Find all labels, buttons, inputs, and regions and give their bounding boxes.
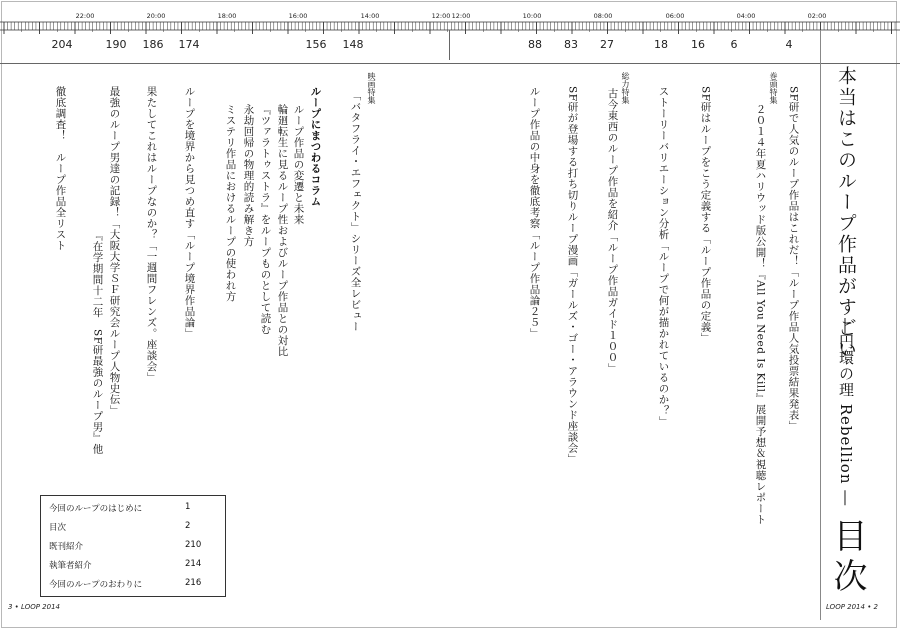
toc-entry: SF研で人気のループ作品はこれだ！「ループ作品人気投票結果発表」: [787, 86, 800, 432]
ruler-time: 20:00: [146, 12, 166, 20]
toc-entry: ループを境界から見つめ直す「ループ境界作品論」: [183, 86, 196, 339]
misc-page: 1: [185, 502, 191, 512]
misc-label: 今回のループのはじめに: [49, 504, 143, 514]
toc-entry: 果たしてこれはループなのか？「一週間フレンズ。座談会」: [145, 86, 158, 383]
folio-right: LOOP 2014 • 2: [826, 603, 878, 611]
misc-page: 2: [185, 521, 191, 531]
toc-entry: ストーリーバリエーション分析「ループで何が描かれているのか？」: [657, 86, 670, 427]
ruler-time: 12:00: [431, 12, 451, 20]
column-item: 『ツァラトゥストラ』をループものとして読む: [259, 104, 272, 335]
misc-label: 目次: [49, 523, 67, 533]
section-heading: 巻頭特集: [769, 72, 778, 104]
section-heading: 総力特集: [621, 72, 630, 104]
title-column-rule: [820, 30, 821, 620]
ruler-ticks: [0, 0, 900, 64]
toc-entry: 古今東西のループ作品を紹介「ループ作品ガイド１００」: [606, 88, 619, 374]
misc-page: 214: [185, 559, 202, 569]
ruler-time: 04:00: [736, 12, 756, 20]
ruler-baseline: [0, 63, 900, 64]
ruler-page-number: 186: [142, 38, 164, 51]
misc-label: 今回のループのおわりに: [49, 580, 143, 590]
misc-page: 210: [185, 540, 202, 550]
ruler-time: 22:00: [75, 12, 95, 20]
toc-entry: 徹底調査！ ループ作品全リスト: [54, 86, 67, 251]
ruler-page-number: 204: [51, 38, 73, 51]
ruler-page-number: 174: [178, 38, 200, 51]
column-item: 永劫回帰の物理的読み解き方: [242, 104, 255, 247]
section-heading: 映画特集: [367, 72, 376, 104]
ruler-page-number: 16: [691, 38, 705, 51]
toc-entry: ループ作品の中身を徹底考察「ループ作品論２５」: [528, 86, 541, 339]
ruler-time: 02:00: [807, 12, 827, 20]
ruler-page-number: 6: [730, 38, 738, 51]
page-title: 本当はこのループ作品がすごい: [835, 66, 857, 360]
ruler-time: 06:00: [665, 12, 685, 20]
column-item: ミステリ作品におけるループの使われ方: [224, 104, 237, 302]
toc-entry: SF研が登場する打ち切りループ漫画「ガールズ・ゴー・アラウンド座談会」: [566, 86, 579, 465]
ruler-time: 16:00: [288, 12, 308, 20]
toc-entry: 『在学期間十二年 SF研最強のループ男』他: [91, 230, 104, 455]
misc-label: 既刊紹介: [49, 542, 84, 552]
misc-label: 執筆者紹介: [49, 561, 92, 571]
ruler-page-number: 156: [305, 38, 327, 51]
misc-contents-box: [40, 495, 226, 597]
misc-page: 216: [185, 578, 202, 588]
ruler-time: 08:00: [593, 12, 613, 20]
center-fold-rule: [449, 30, 450, 60]
column-item: ループ作品の変遷と未来: [292, 104, 305, 225]
ruler-time: 14:00: [360, 12, 380, 20]
toc-label: 目次: [827, 518, 867, 598]
timeline-ruler: [0, 0, 900, 64]
ruler-page-number: 190: [105, 38, 127, 51]
page-subtitle: ―円環の理 Rebellion ―: [837, 318, 855, 507]
column-title: ループにまつわるコラム: [309, 86, 322, 207]
ruler-page-number: 83: [564, 38, 578, 51]
ruler-time: 12:00: [451, 12, 471, 20]
ruler-page-number: 18: [654, 38, 668, 51]
ruler-page-number: 148: [342, 38, 364, 51]
ruler-page-number: 27: [600, 38, 614, 51]
toc-entry: SF研はループをこう定義する「ループ作品の定義」: [699, 86, 712, 344]
folio-left: 3 • LOOP 2014: [8, 603, 60, 611]
ruler-page-number: 4: [785, 38, 793, 51]
toc-entry: ２０１４年夏ハリウッド版公開！『All You Need Is Kill』展開予想＆視聴レポート: [754, 104, 767, 525]
toc-entry: 「バタフライ・エフェクト」シリーズ全レビュー: [349, 90, 362, 332]
column-item: 輪廻転生に見るループ性およびループ作品との対比: [276, 104, 289, 357]
ruler-page-number: 88: [528, 38, 542, 51]
ruler-time: 18:00: [217, 12, 237, 20]
ruler-time: 10:00: [522, 12, 542, 20]
toc-entry: 最強のループ男達の記録！「大阪大学ＳＦ研究会ループ人物史伝」: [108, 86, 121, 416]
